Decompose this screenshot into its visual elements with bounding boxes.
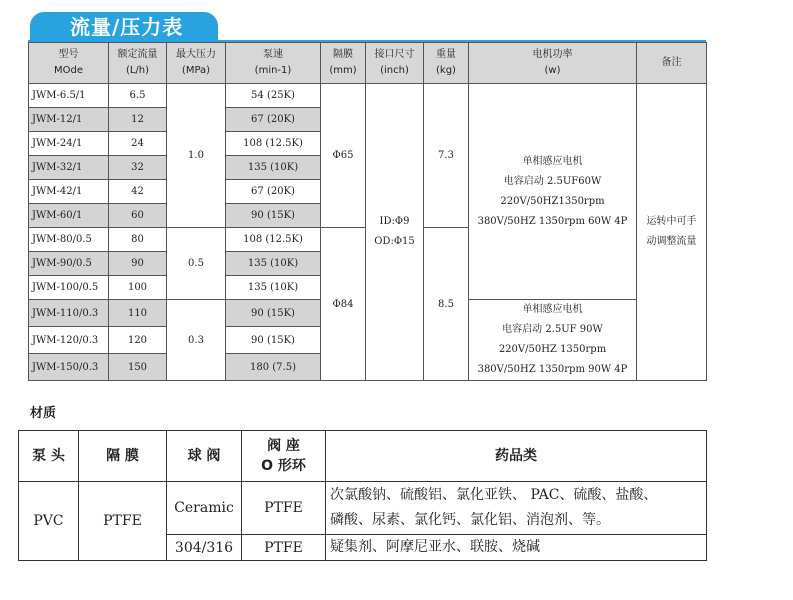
header-weight: 重量 (kg) bbox=[424, 43, 469, 84]
pressure-cell: 0.3 bbox=[167, 300, 226, 381]
speed-cell: 108 (12.5K) bbox=[226, 132, 321, 156]
flow-cell: 6.5 bbox=[109, 84, 167, 108]
port-cell: ID:Φ9 OD:Φ15 bbox=[366, 84, 424, 381]
flow-cell: 32 bbox=[109, 156, 167, 180]
speed-cell: 135 (10K) bbox=[226, 252, 321, 276]
flow-cell: 90 bbox=[109, 252, 167, 276]
speed-cell: 67 (20K) bbox=[226, 180, 321, 204]
model-cell: JWM-120/0.3 bbox=[29, 327, 109, 354]
header-pressure: 最大压力 (MPa) bbox=[167, 43, 226, 84]
model-cell: JWM-100/0.5 bbox=[29, 276, 109, 300]
model-cell: JWM-110/0.3 bbox=[29, 300, 109, 327]
flow-cell: 110 bbox=[109, 300, 167, 327]
model-cell: JWM-12/1 bbox=[29, 108, 109, 132]
header-model: 型号 MOde bbox=[29, 43, 109, 84]
model-cell: JWM-42/1 bbox=[29, 180, 109, 204]
speed-cell: 135 (10K) bbox=[226, 156, 321, 180]
diaphragm-material-cell: PTFE bbox=[79, 482, 167, 561]
power-cell: 单相感应电机 电容启动 2.5UF60W 220V/50HZ1350rpm 380V/50HZ 1350rpm 60W 4P bbox=[469, 84, 637, 300]
table-row bbox=[29, 84, 707, 108]
diaphragm-cell: Φ65 bbox=[321, 84, 366, 228]
header-diaphragm: 隔膜 (mm) bbox=[321, 43, 366, 84]
speed-cell: 90 (15K) bbox=[226, 204, 321, 228]
flow-cell: 150 bbox=[109, 354, 167, 381]
flow-cell: 42 bbox=[109, 180, 167, 204]
flow-cell: 80 bbox=[109, 228, 167, 252]
header-remark: 备注 bbox=[637, 43, 707, 84]
pump-head-cell: PVC bbox=[19, 482, 79, 561]
model-cell: JWM-80/0.5 bbox=[29, 228, 109, 252]
header-seat: 阀 座 O 形环 bbox=[242, 431, 326, 482]
header-power: 电机功率 (w) bbox=[469, 43, 637, 84]
header-pump-head: 泵 头 bbox=[19, 431, 79, 482]
material-header-row bbox=[19, 431, 707, 482]
model-cell: JWM-60/1 bbox=[29, 204, 109, 228]
model-cell: JWM-6.5/1 bbox=[29, 84, 109, 108]
model-cell: JWM-32/1 bbox=[29, 156, 109, 180]
speed-cell: 67 (20K) bbox=[226, 108, 321, 132]
seat-cell: PTFE bbox=[242, 482, 326, 535]
material-table bbox=[18, 430, 707, 561]
header-row bbox=[29, 43, 707, 84]
weight-cell: 7.3 bbox=[424, 84, 469, 228]
header-speed: 泵速 (min-1) bbox=[226, 43, 321, 84]
speed-cell: 108 (12.5K) bbox=[226, 228, 321, 252]
diaphragm-cell: Φ84 bbox=[321, 228, 366, 381]
weight-cell: 8.5 bbox=[424, 228, 469, 381]
speed-cell: 135 (10K) bbox=[226, 276, 321, 300]
flow-cell: 12 bbox=[109, 108, 167, 132]
speed-cell: 180 (7.5) bbox=[226, 354, 321, 381]
flow-pressure-table bbox=[28, 42, 707, 381]
power-cell: 单相感应电机 电容启动 2.5UF 90W 220V/50HZ 1350rpm 380V/50HZ 1350rpm 90W 4P bbox=[469, 300, 637, 381]
model-cell: JWM-90/0.5 bbox=[29, 252, 109, 276]
header-diaphragm-material: 隔 膜 bbox=[79, 431, 167, 482]
pressure-cell: 1.0 bbox=[167, 84, 226, 228]
flow-cell: 60 bbox=[109, 204, 167, 228]
header-chemicals: 药品类 bbox=[326, 431, 707, 482]
pressure-cell: 0.5 bbox=[167, 228, 226, 300]
flow-cell: 100 bbox=[109, 276, 167, 300]
chemicals-cell: 疑集剂、阿摩尼亚水、联胺、烧碱 bbox=[326, 535, 707, 561]
model-cell: JWM-24/1 bbox=[29, 132, 109, 156]
seat-cell: PTFE bbox=[242, 535, 326, 561]
header-port: 接口尺寸 (inch) bbox=[366, 43, 424, 84]
speed-cell: 90 (15K) bbox=[226, 327, 321, 354]
material-row bbox=[19, 482, 707, 535]
chemicals-cell: 次氯酸钠、硫酸铝、氯化亚铁、 PAC、硫酸、盐酸、 磷酸、尿素、氯化钙、氯化铝、消泡剂、等。 bbox=[326, 482, 707, 535]
flow-cell: 120 bbox=[109, 327, 167, 354]
flow-pressure-title: 流量/压力表 bbox=[30, 12, 218, 42]
material-title: 材质 bbox=[30, 406, 57, 421]
header-flow: 额定流量 (L/h) bbox=[109, 43, 167, 84]
speed-cell: 54 (25K) bbox=[226, 84, 321, 108]
ball-valve-cell: 304/316 bbox=[167, 535, 242, 561]
model-cell: JWM-150/0.3 bbox=[29, 354, 109, 381]
header-ball-valve: 球 阀 bbox=[167, 431, 242, 482]
remark-cell: 运转中可手 动调整流量 bbox=[637, 84, 707, 381]
speed-cell: 90 (15K) bbox=[226, 300, 321, 327]
ball-valve-cell: Ceramic bbox=[167, 482, 242, 535]
flow-cell: 24 bbox=[109, 132, 167, 156]
